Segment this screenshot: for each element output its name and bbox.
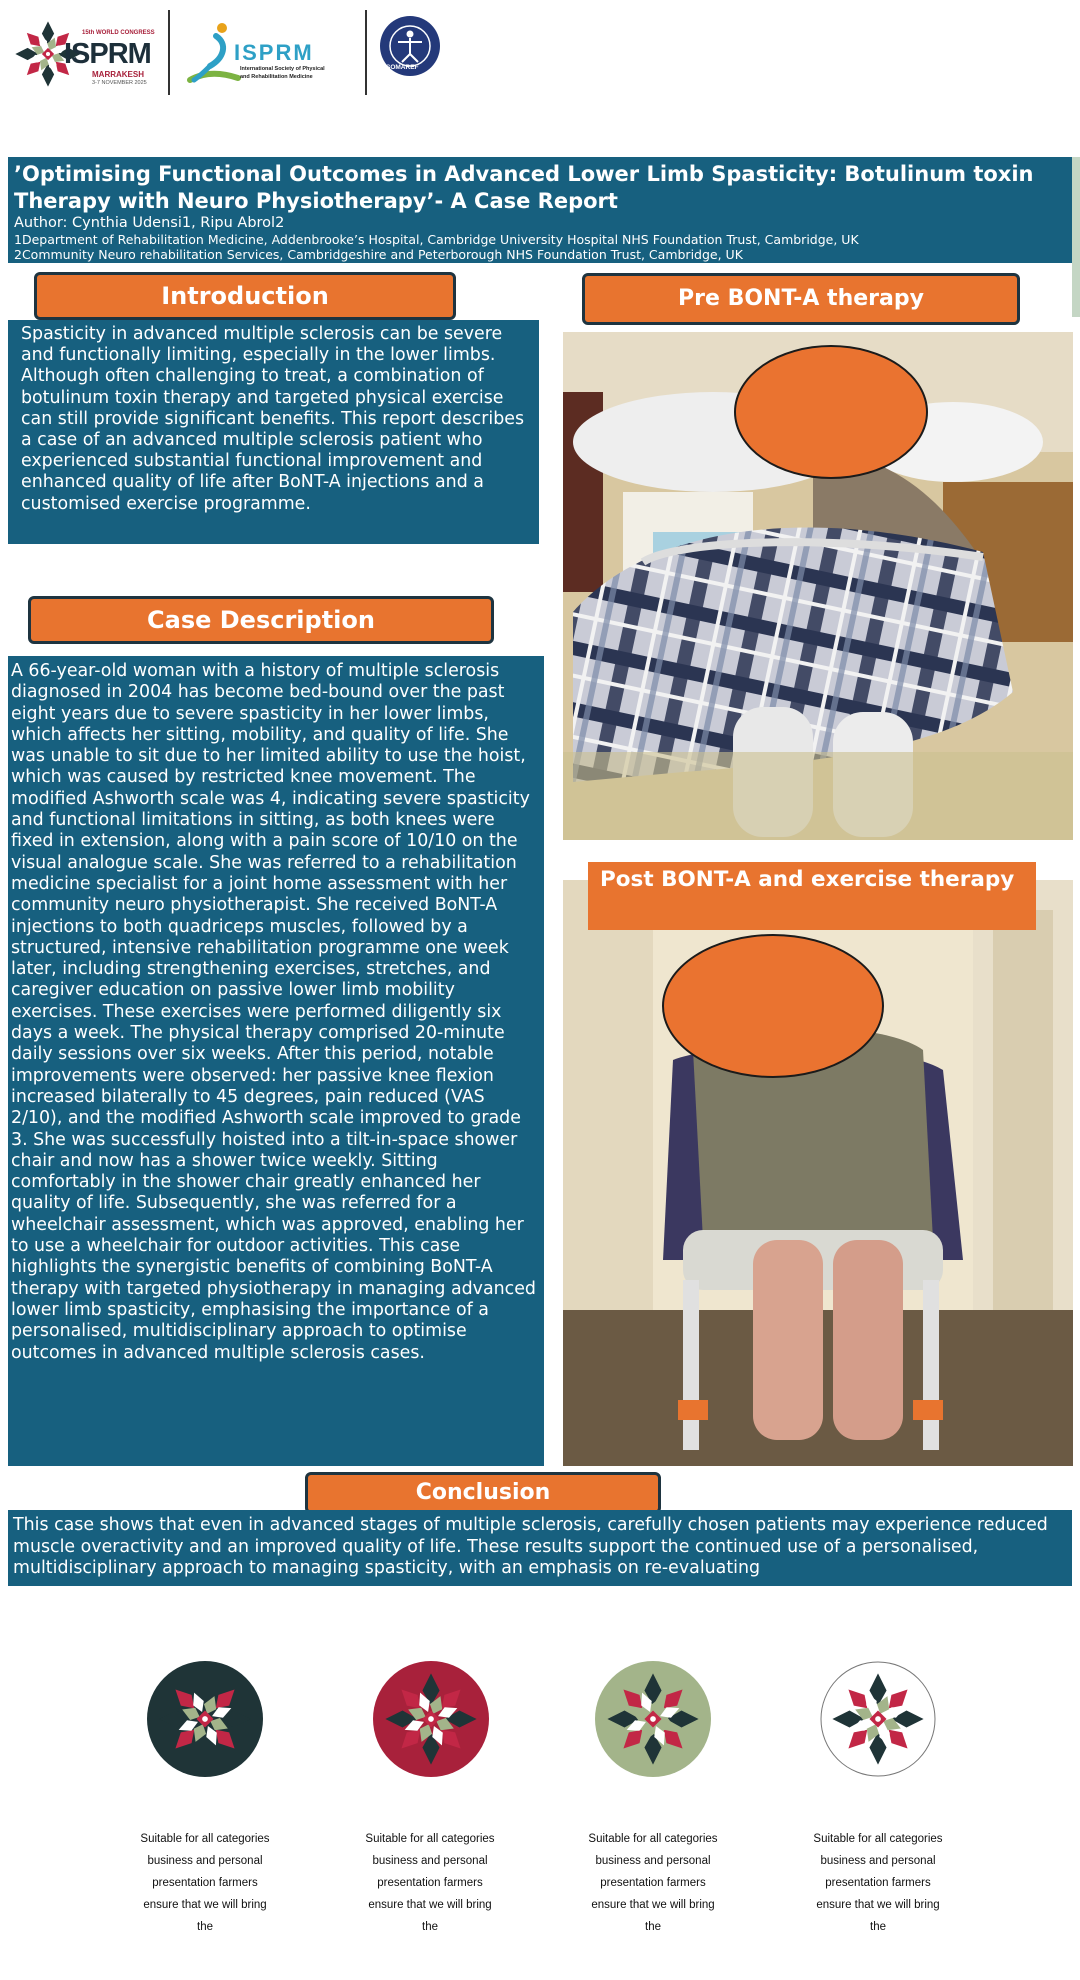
somaref-name: SOMAREF xyxy=(386,64,419,71)
society-line2: and Rehabilitation Medicine xyxy=(240,74,313,80)
caption-line: business and personal xyxy=(820,1855,936,1867)
caption-line: presentation farmers xyxy=(152,1877,258,1889)
post-therapy-heading: Post BONT-A and exercise therapy xyxy=(588,862,1036,930)
badge-green-icon xyxy=(594,1660,712,1778)
face-redaction-oval xyxy=(662,934,884,1078)
authors: Author: Cynthia Udensi1, Ripu Abrol2 xyxy=(14,215,285,231)
badge-caption xyxy=(330,1828,530,1938)
face-redaction-oval xyxy=(734,345,928,479)
congress-dates: 3-7 NOVEMBER 2025 xyxy=(92,80,147,86)
caption-line: business and personal xyxy=(595,1855,711,1867)
pre-therapy-photo xyxy=(563,332,1073,840)
title-band xyxy=(8,157,1072,263)
caption-line: Suitable for all categories xyxy=(588,1833,718,1845)
somaref-logo xyxy=(378,14,446,86)
logo-divider xyxy=(365,10,367,95)
badge-caption xyxy=(105,1828,305,1938)
conclusion-text: This case shows that even in advanced stages of multiple sclerosis, carefully chosen patients may experience reduced muscle overactivity and an improved quality of life. These results support the continued use of a personalised, multidisciplinary approach to managing spasticity, with an emphasis on re-evaluating xyxy=(8,1510,1072,1586)
affiliation-1: 1Department of Rehabilitation Medicine, Addenbrooke’s Hospital, Cambridge University Hospital NHS Foundation Trust, Cambridge, UK xyxy=(14,232,859,247)
caption-line: ensure that we will bring xyxy=(143,1899,267,1911)
case-description-text: A 66-year-old woman with a history of multiple sclerosis diagnosed in 2004 has become bed-bound over the past eight years due to severe spasticity in her lower limbs, which affects her sitting, mobility, and quality of life. She was unable to sit due to her limited ability to use the hoist, which was caused by restricted knee movement. The modified Ashworth scale was 4, indicating severe spasticity and functional limitations in sitting, as both knees were fixed in extension, along with a pain score of 10/10 on the visual analogue scale. She was referred to a rehabilitation medicine specialist for a joint home assessment with her community neuro physiotherapist. She received BoNT-A injections to both quadriceps muscles, followed by a structured, intensive rehabilitation programme one week later, including strengthening exercises, stretches, and caregiver education on passive lower limb mobility exercises. These exercises were performed diligently six days a week. The physical therapy comprised 20-minute daily sessions over six weeks. After this period, notable improvements were observed: her passive knee flexion increased bilaterally to 45 degrees, pain reduced (VAS 2/10), and the modified Ashworth scale improved to grade 3. She was successfully hoisted into a tilt-in-space shower chair and now has a shower twice weekly. Sitting comfortably in the shower chair greatly enhanced her quality of life. Subsequently, she was referred for a wheelchair assessment, which was approved, enabling her to use a wheelchair for outdoor activities. This case highlights the synergistic benefits of combining BoNT-A therapy with targeted physiotherapy in managing advanced lower limb spasticity, emphasising the importance of a personalised, multidisciplinary approach to optimise outcomes in advanced multiple sclerosis cases. xyxy=(8,656,544,1466)
badge-dark-icon xyxy=(146,1660,264,1778)
congress-edition: 15th WORLD CONGRESS xyxy=(82,30,155,36)
caption-line: presentation farmers xyxy=(377,1877,483,1889)
pre-therapy-heading: Pre BONT-A therapy xyxy=(582,273,1020,325)
caption-line: the xyxy=(645,1921,661,1933)
post-therapy-photo xyxy=(563,880,1073,1466)
caption-line: Suitable for all categories xyxy=(813,1833,943,1845)
caption-line: the xyxy=(422,1921,438,1933)
caption-line: business and personal xyxy=(147,1855,263,1867)
badge-white-icon xyxy=(819,1660,937,1778)
society-line1: International Society of Physical xyxy=(240,66,325,72)
decorative-strip xyxy=(1072,157,1080,317)
affiliation-2: 2Community Neuro rehabilitation Services, Cambridgeshire and Peterborough NHS Foundation Trust, Cambridge, UK xyxy=(14,247,743,262)
caption-line: presentation farmers xyxy=(825,1877,931,1889)
caption-line: ensure that we will bring xyxy=(368,1899,492,1911)
isprm-society-logo xyxy=(184,12,364,97)
logo-divider xyxy=(168,10,170,95)
congress-name: ISPRM xyxy=(64,38,151,70)
logo-row xyxy=(0,0,1080,110)
caption-line: Suitable for all categories xyxy=(140,1833,270,1845)
caption-line: Suitable for all categories xyxy=(365,1833,495,1845)
badge-caption xyxy=(553,1828,753,1938)
society-name: ISPRM xyxy=(234,40,314,65)
caption-line: ensure that we will bring xyxy=(816,1899,940,1911)
caption-line: the xyxy=(197,1921,213,1933)
isprm-congress-logo xyxy=(14,8,154,98)
caption-line: the xyxy=(870,1921,886,1933)
case-description-heading: Case Description xyxy=(28,596,494,644)
caption-line: ensure that we will bring xyxy=(591,1899,715,1911)
conclusion-heading: Conclusion xyxy=(305,1472,661,1514)
introduction-heading: Introduction xyxy=(34,272,456,320)
caption-line: business and personal xyxy=(372,1855,488,1867)
badge-caption xyxy=(778,1828,978,1938)
badge-red-icon xyxy=(372,1660,490,1778)
introduction-text: Spasticity in advanced multiple sclerosis can be severe and functionally limiting, especially in the lower limbs. Although often challenging to treat, a combination of botulinum toxin therapy and targeted physical exercise can still provide significant benefits. This report describes a case of an advanced multiple sclerosis patient who experienced substantial functional improvement and enhanced quality of life after BoNT-A injections and a customised exercise programme. xyxy=(8,320,539,544)
caption-line: presentation farmers xyxy=(600,1877,706,1889)
poster-title: ’Optimising Functional Outcomes in Advanced Lower Limb Spasticity: Botulinum toxin Therapy with Neuro Physiotherapy’- A Case Report xyxy=(14,162,1034,213)
congress-city: MARRAKESH xyxy=(92,70,144,79)
